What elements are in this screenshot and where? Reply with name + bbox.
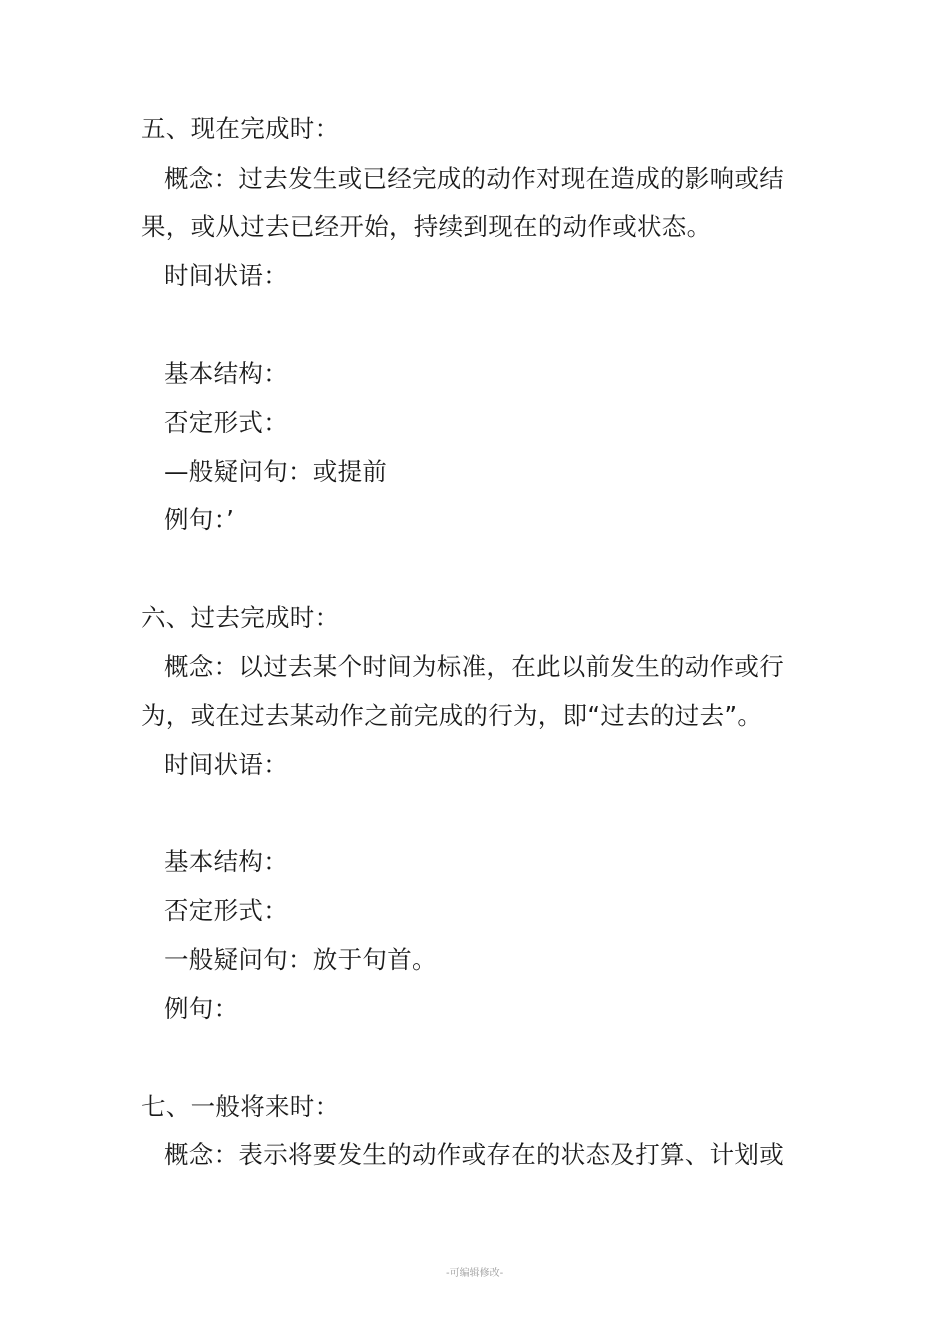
general-question-label: 一般疑问句：放于句首。 xyxy=(164,945,437,974)
page-footer: -可编辑修改- xyxy=(446,1268,504,1279)
time-adverbials-label: 时间状语： xyxy=(164,750,288,779)
basic-structure-label: 基本结构： xyxy=(164,359,288,388)
example-label: 例句： xyxy=(164,994,239,1023)
section-heading: 五、现在完成时： xyxy=(141,114,340,143)
basic-structure-label: 基本结构： xyxy=(164,847,288,876)
negative-form-label: 否定形式： xyxy=(164,408,288,437)
concept-text-continued: 为，或在过去某动作之前完成的行为，即“过去的过去”。 xyxy=(141,701,763,730)
example-label: 例句：’ xyxy=(164,505,235,534)
negative-form-label: 否定形式： xyxy=(164,896,288,925)
general-question-label: —般疑问句：或提前 xyxy=(164,457,388,486)
concept-text: 概念：以过去某个时间为标准，在此以前发生的动作或行 xyxy=(164,652,784,681)
concept-text: 概念：表示将要发生的动作或存在的状态及打算、计划或 xyxy=(164,1140,784,1169)
concept-text-continued: 果，或从过去已经开始，持续到现在的动作或状态。 xyxy=(141,212,712,241)
section-heading: 七、一般将来时： xyxy=(141,1092,340,1121)
concept-text: 概念：过去发生或已经完成的动作对现在造成的影响或结 xyxy=(164,164,784,193)
time-adverbials-label: 时间状语： xyxy=(164,261,288,290)
section-heading: 六、过去完成时： xyxy=(141,603,340,632)
